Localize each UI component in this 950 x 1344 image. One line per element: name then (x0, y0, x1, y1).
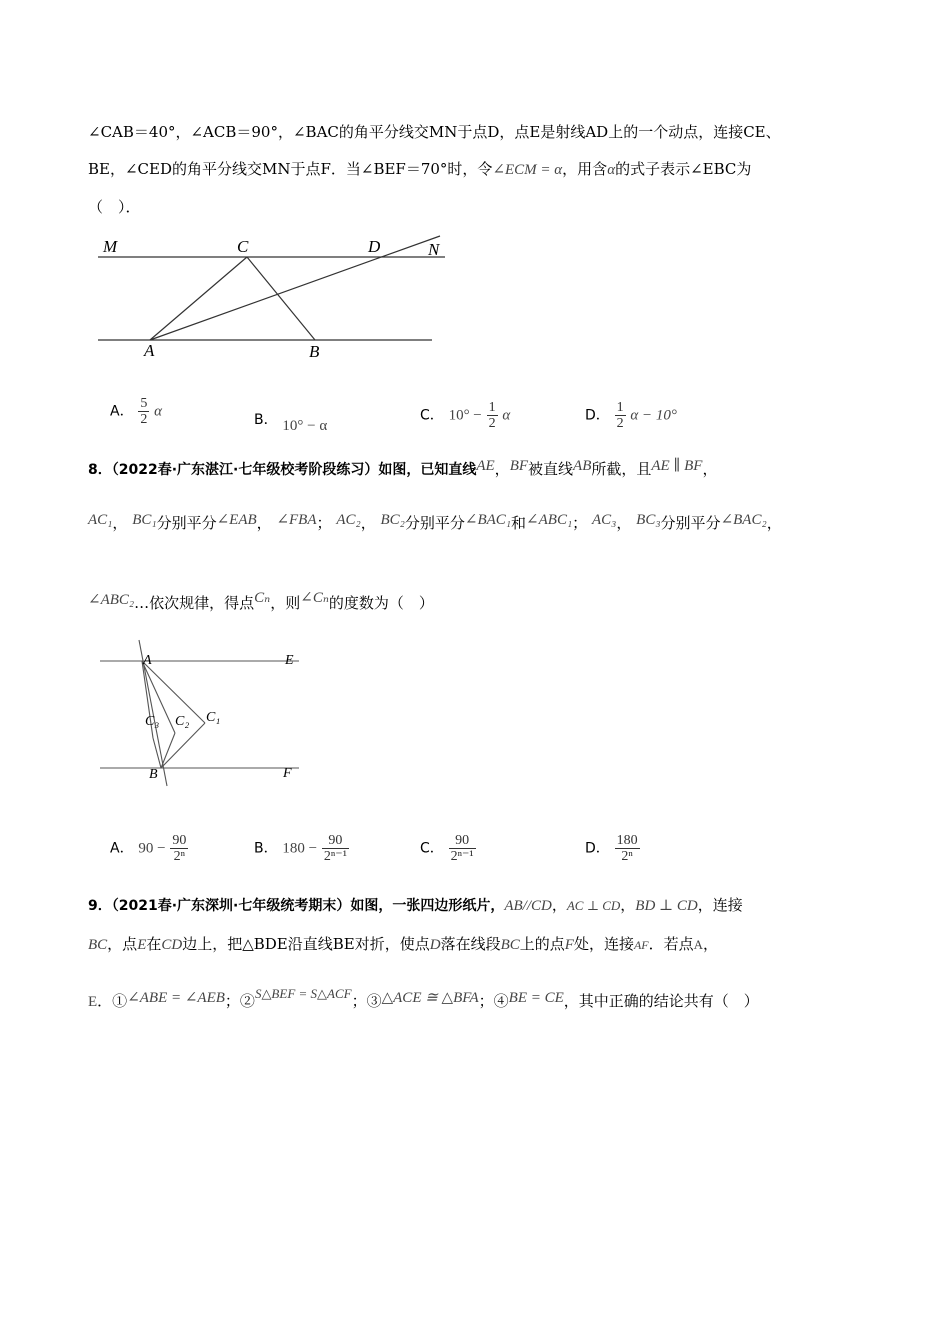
q8-text: 分别平分 (404, 514, 465, 532)
q9-m-A: A (693, 937, 704, 952)
q7-option-d-label: D． (585, 407, 610, 424)
q7-option-c-fraction: $\frac{1}{2}$ (488, 400, 496, 431)
q7-line2 (88, 158, 751, 179)
q8-m-AC2: AC₂ (336, 512, 361, 528)
q7-option-c[interactable] (420, 400, 510, 431)
q8-line1 (88, 458, 717, 479)
q8-option-a[interactable] (110, 833, 188, 864)
q7-line2-text-b: ，用含 (562, 160, 608, 178)
q8-text: 分别平分 (660, 514, 721, 532)
q7-option-b-expr: 10° − α (282, 418, 328, 434)
q9-m-be-ce: BE = CE (508, 990, 564, 1006)
q8-option-d[interactable] (585, 833, 640, 864)
q8-label-F: F (283, 766, 292, 781)
q8-text: ； (316, 514, 332, 532)
q7-option-a-suffix: α (154, 403, 163, 420)
q9-m-E: E (137, 937, 147, 953)
q9-s1: ， (551, 896, 567, 914)
q7-option-c-suffix: α (502, 407, 511, 424)
q7-label-A: A (144, 341, 155, 360)
q8-label-C2: C₂ (175, 714, 190, 729)
q8-m-parallel: AE ∥ BF (651, 458, 703, 474)
q8-option-a-fraction: $\frac{90}{\text{2ⁿ}}$ (172, 833, 187, 864)
q9-line3 (88, 986, 759, 1011)
q8-cut2: 所截，且 (591, 460, 652, 478)
q8-line3-a: …依次规律，得点 (134, 594, 255, 612)
q7-option-a[interactable] (110, 396, 162, 427)
q8-option-d-fraction: $\frac{180}{\text{2ⁿ}}$ (616, 833, 638, 864)
q7-option-a-label: A． (110, 403, 134, 420)
q9-text: 上的点 (519, 935, 565, 953)
q8-option-c-label: C． (420, 840, 444, 857)
q8-m-FBA: ∠FBA (276, 512, 317, 528)
q9-text: ，其中正确的结论共有（ ） (563, 992, 759, 1010)
q7-option-c-prefix: 10° − (448, 407, 482, 424)
q9-s3: ，连接 (697, 896, 743, 914)
q7-line2-text-a: BE，∠CED的角平分线交MN于点F．当∠BEF＝70°时，令 (88, 160, 493, 178)
q7-option-a-fraction: $\frac{5}{2}$ (140, 396, 148, 427)
q7-label-B: B (309, 342, 320, 361)
q9-m-ac-perp-cd: AC ⊥ CD (566, 898, 621, 913)
q8-option-c-fraction: $\frac{90}{\text{2ⁿ⁻¹}}$ (450, 833, 474, 864)
q8-label-B: B (149, 767, 158, 782)
q8-line3-c: 的度数为（ ） (328, 594, 434, 612)
q9-text: 落在线段 (440, 935, 501, 953)
q9-text: 边上，把△BDE沿直线BE对折，使点 (182, 935, 430, 953)
q8-option-a-prefix: 90 − (138, 840, 166, 857)
q7-alpha: α (607, 162, 616, 178)
q9-text: ；③ (351, 992, 382, 1010)
q8-text: ； (572, 514, 588, 532)
q8-option-c[interactable] (420, 833, 476, 864)
q8-line2 (88, 512, 782, 533)
q9-m-areas: S△BEF = S△ACF (254, 986, 352, 1001)
q8-option-b-prefix: 180 − (282, 840, 318, 857)
q8-m-Cn: Cₙ (254, 590, 271, 606)
q8-label-A: A (143, 653, 152, 668)
q8-m-EAB: ∠EAB (216, 512, 257, 528)
q8-option-a-label: A． (110, 840, 134, 857)
q9-m-BC: BC (88, 937, 108, 953)
q9-text: 在 (146, 935, 162, 953)
q8-m-AC3: AC₃ (591, 512, 617, 528)
q9-s2: ， (620, 896, 636, 914)
q8-option-d-label: D． (585, 840, 610, 857)
q9-m-ab-cd: AB//CD (504, 898, 552, 914)
q8-m-BC3: BC₃ (636, 512, 661, 528)
q8-line3-b: ，则 (270, 594, 301, 612)
q8-text: ， (112, 514, 128, 532)
q9-m-BC-2: BC (500, 937, 520, 953)
q8-m-AB: AB (573, 458, 592, 474)
q8-option-b[interactable] (254, 833, 349, 864)
q7-option-b-label: B． (254, 412, 278, 428)
q8-tail1: ， (702, 460, 718, 478)
q9-m-F: F (564, 937, 574, 953)
q8-m-BAC1: ∠BAC₁ (464, 512, 512, 528)
q9-m-bd-perp-cd: BD ⊥ CD (635, 898, 698, 914)
q8-label-C1: C₁ (206, 710, 221, 725)
q8-m-BF: BF (509, 458, 529, 474)
q8-m-ABC2: ∠ABC₂ (88, 592, 135, 608)
q8-option-b-label: B． (254, 840, 278, 857)
q9-text: ．若点 (648, 935, 694, 953)
q9-text: ．① (97, 992, 128, 1010)
q8-text: ， (360, 514, 376, 532)
q7-option-d-fraction: $\frac{1}{2}$ (616, 400, 624, 431)
q9-text: ；② (224, 992, 255, 1010)
q8-figure (95, 638, 305, 778)
q8-m-ABC1: ∠ABC₁ (526, 512, 573, 528)
q8-text: ， (766, 514, 782, 532)
q7-line2-text-c: 的式子表示∠EBC为 (615, 160, 752, 178)
q9-m-E-2: E (88, 994, 98, 1010)
q8-label-E: E (285, 653, 294, 668)
q9-m-D: D (429, 937, 441, 953)
q8-m-BC2: BC₂ (380, 512, 405, 528)
q7-option-b[interactable] (254, 409, 328, 434)
q8-line3 (88, 592, 434, 613)
q7-label-D: D (368, 237, 381, 256)
q7-label-M: M (103, 237, 118, 256)
q9-text: ；④ (478, 992, 509, 1010)
q8-m-angle-Cn: ∠Cₙ (300, 590, 329, 606)
q9-m-AF: AF (633, 938, 649, 952)
q9-text: ， (703, 935, 719, 953)
q9-line1 (88, 894, 743, 915)
q9-text: ，点 (107, 935, 138, 953)
q7-option-d[interactable] (585, 400, 677, 431)
q7-ecm-alpha: ∠ECM = α (492, 162, 563, 178)
q9-head: 9．（2021春·广东深圳·七年级统考期末）如图，一张四边形纸片， (88, 898, 505, 914)
q9-line2 (88, 933, 718, 954)
q9-m-angles: ∠ABE = ∠AEB (127, 990, 225, 1006)
q8-text: ， (256, 514, 272, 532)
q8-m-AE: AE (476, 458, 495, 474)
q9-m-congruent: △ACE ≅ △BFA (381, 990, 479, 1006)
q8-text: 和 (511, 514, 527, 532)
q8-text: 分别平分 (156, 514, 217, 532)
q8-label-C3: C₃ (145, 714, 160, 729)
q7-label-C: C (237, 237, 249, 256)
q7-line1: ∠CAB＝40°，∠ACB＝90°，∠BAC的角平分线交MN于点D，点E是射线AD上的一个动点，连接CE、 (88, 123, 781, 141)
q8-text: ， (616, 514, 632, 532)
q8-head: 8．（2022春·广东湛江·七年级校考阶段练习）如图，已知直线 (88, 462, 477, 478)
q8-sep1: ， (494, 460, 510, 478)
q8-cut: 被直线 (528, 460, 574, 478)
q9-text: 处，连接 (573, 935, 634, 953)
q7-line3: （ ）． (88, 198, 141, 216)
q7-label-N: N (428, 240, 440, 259)
q7-option-d-suffix: α − 10° (630, 407, 677, 424)
q8-option-b-fraction: $\frac{90}{\text{2ⁿ⁻¹}}$ (323, 833, 347, 864)
q8-m-AC1: AC₁ (88, 512, 113, 528)
q7-option-c-label: C． (420, 407, 444, 424)
q9-m-CD: CD (161, 937, 183, 953)
q8-m-BC1: BC₁ (132, 512, 157, 528)
q8-m-BAC2: ∠BAC₂ (720, 512, 767, 528)
